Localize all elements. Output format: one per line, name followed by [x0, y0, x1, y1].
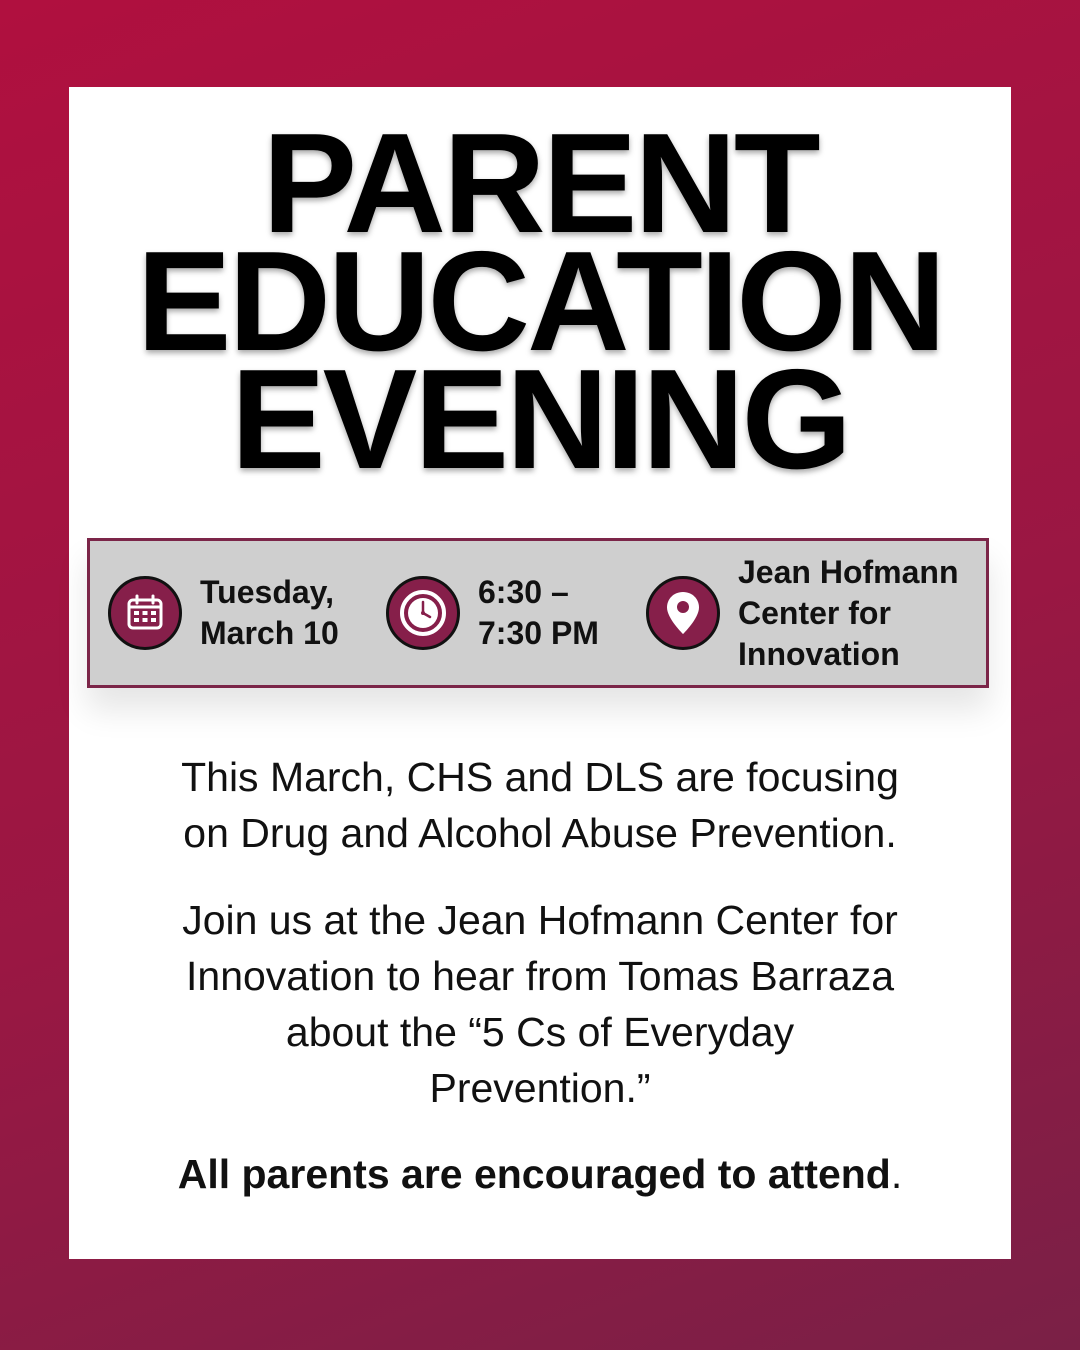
time-line-2: 7:30 PM [478, 615, 599, 651]
focus-line-1: This March, CHS and DLS are focusing [181, 754, 899, 800]
location-line-1: Jean Hofmann [738, 553, 959, 590]
location-text [738, 552, 958, 675]
invite-line-2: Innovation to hear from Tomas Barraza [186, 953, 894, 999]
event-time [386, 541, 599, 685]
location-line-3: Innovation [738, 635, 900, 672]
event-title [69, 104, 1011, 499]
event-date [108, 541, 339, 685]
flyer-card [69, 87, 1011, 1259]
title-line-2: EDUCATION [136, 222, 944, 381]
clock-icon [386, 576, 460, 650]
map-pin-icon [646, 576, 720, 650]
title-line-1: PARENT [262, 104, 818, 263]
invite-paragraph [99, 892, 981, 1116]
title-line-3: EVENING [230, 340, 850, 499]
date-line-2: March 10 [200, 615, 339, 651]
encourage-period: . [890, 1151, 903, 1197]
invite-line-4: Prevention.” [429, 1065, 651, 1111]
calendar-icon [108, 576, 182, 650]
encourage-text: All parents are encouraged to attend [177, 1151, 891, 1197]
focus-line-2: on Drug and Alcohol Abuse Prevention. [183, 810, 897, 856]
focus-paragraph [99, 749, 981, 861]
invite-line-1: Join us at the Jean Hofmann Center for [182, 897, 898, 943]
date-line-1: Tuesday, [200, 574, 334, 610]
event-location [646, 541, 958, 685]
time-text [478, 572, 599, 654]
event-info-bar [87, 538, 989, 688]
encourage-paragraph [99, 1146, 981, 1202]
location-line-2: Center for [738, 594, 891, 631]
date-text [200, 572, 339, 654]
invite-line-3: about the “5 Cs of Everyday [285, 1009, 795, 1055]
time-line-1: 6:30 – [478, 574, 569, 610]
